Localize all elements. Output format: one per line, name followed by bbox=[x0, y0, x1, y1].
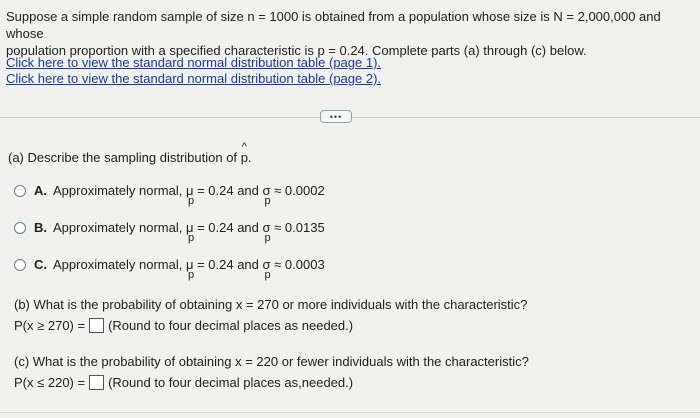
part-c-prompt: (c) What is the probability of obtaining x = 220 or fewer individuals with the characteristic? bbox=[14, 354, 529, 369]
option-b-sigma: σ p bbox=[262, 220, 271, 244]
option-b-mu: μ p bbox=[185, 220, 195, 244]
part-b-answer-input[interactable] bbox=[89, 318, 104, 333]
option-b-radio[interactable] bbox=[14, 222, 26, 234]
option-c[interactable] bbox=[14, 257, 325, 281]
option-c-radio[interactable] bbox=[14, 259, 26, 271]
option-a-text: Approximately normal, bbox=[53, 183, 183, 198]
option-a-sigma: σ p bbox=[262, 183, 271, 207]
part-b-hint: (Round to four decimal places as needed.) bbox=[108, 318, 354, 333]
option-b-mu-value: = 0.24 and bbox=[197, 220, 259, 235]
bottom-divider bbox=[0, 412, 700, 413]
part-b-answer-label: P(x ≥ 270) = bbox=[14, 318, 86, 333]
problem-statement bbox=[6, 8, 696, 59]
part-a-prompt-text: (a) Describe the sampling distribution of bbox=[8, 150, 238, 165]
option-a-letter: A. bbox=[34, 183, 47, 198]
option-c-mu: μ p bbox=[185, 257, 195, 281]
part-a-prompt bbox=[8, 150, 252, 165]
normal-table-link-page-2[interactable]: Click here to view the standard normal distribution table (page 2). bbox=[6, 71, 382, 86]
expand-button[interactable]: ••• bbox=[320, 110, 352, 123]
option-b-text: Approximately normal, bbox=[53, 220, 183, 235]
option-b-sigma-value: ≈ 0.0135 bbox=[274, 220, 325, 235]
option-c-letter: C. bbox=[34, 257, 47, 272]
option-c-mu-value: = 0.24 and bbox=[197, 257, 259, 272]
option-c-text: Approximately normal, bbox=[53, 257, 183, 272]
option-c-sigma-value: ≈ 0.0003 bbox=[274, 257, 325, 272]
option-b[interactable] bbox=[14, 220, 325, 244]
option-a-mu: μ p bbox=[185, 183, 195, 207]
table-links bbox=[6, 55, 381, 87]
part-c-hint: (Round to four decimal places as,needed.) bbox=[108, 375, 354, 390]
option-c-sigma: σ p bbox=[262, 257, 271, 281]
option-a-radio[interactable] bbox=[14, 185, 26, 197]
option-a-mu-value: = 0.24 and bbox=[197, 183, 259, 198]
normal-table-link-page-1[interactable]: Click here to view the standard normal distribution table (page 1). bbox=[6, 55, 382, 70]
option-b-letter: B. bbox=[34, 220, 47, 235]
part-b-answer-row bbox=[14, 318, 353, 333]
p-hat-symbol: ^ p bbox=[241, 150, 248, 165]
option-a-sigma-value: ≈ 0.0002 bbox=[274, 183, 325, 198]
part-c-answer-label: P(x ≤ 220) = bbox=[14, 375, 86, 390]
option-a[interactable] bbox=[14, 183, 325, 207]
part-a-prompt-end: . bbox=[247, 150, 252, 165]
problem-line-1: Suppose a simple random sample of size n = 1000 is obtained from a population whose size is N = 2,000,000 and whose bbox=[6, 9, 661, 41]
part-c-answer-input[interactable] bbox=[89, 375, 104, 390]
part-c-answer-row bbox=[14, 375, 353, 390]
problem-line-2: population proportion with a specified characteristic is p = 0.24. Complete parts (a) through (c) below. bbox=[6, 43, 587, 58]
part-b-prompt: (b) What is the probability of obtaining x = 270 or more individuals with the characteristic? bbox=[14, 297, 528, 312]
